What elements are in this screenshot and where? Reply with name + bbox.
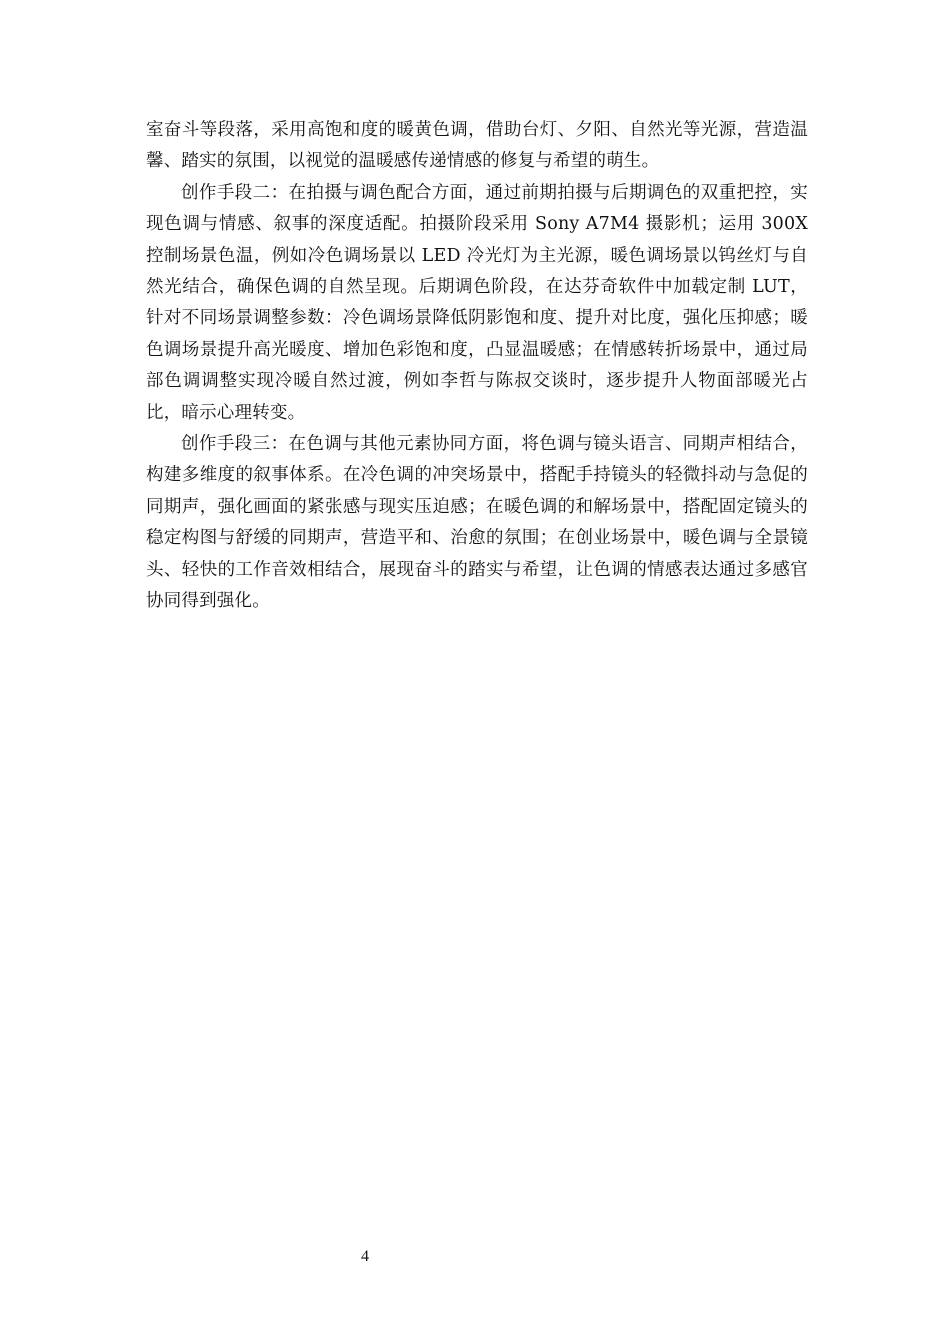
paragraph-1: 室奋斗等段落，采用高饱和度的暖黄色调，借助台灯、夕阳、自然光等光源，营造温馨、踏实的氛围，以视觉的温暖感传递情感的修复与希望的萌生。 xyxy=(146,120,808,172)
paragraph-3: 创作手段三：在色调与其他元素协同方面，将色调与镜头语言、同期声相结合，构建多维度的叙事体系。在冷色调的冲突场景中，搭配手持镜头的轻微抖动与急促的同期声，强化画面的紧张感与现实压迫感；在暖色调的和解场景中，搭配固定镜头的稳定构图与舒缓的同期声，营造平和、治愈的氛围；在创业场景中，暖色调与全景镜头、轻快的工作音效相结合，展现奋斗的踏实与希望，让色调的情感表达通过多感官协同得到强化。 xyxy=(146,434,808,612)
page-number: 4 xyxy=(361,1248,369,1265)
body-text xyxy=(146,115,808,618)
paragraph-2: 创作手段二：在拍摄与调色配合方面，通过前期拍摄与后期调色的双重把控，实现色调与情感、叙事的深度适配。拍摄阶段采用 Sony A7M4 摄影机；运用 300X 控制场景色温，例如冷色调场景以 LED 冷光灯为主光源，暖色调场景以钨丝灯与自然光结合，确保色调的自然呈现。后期调色阶段，在达芬奇软件中加载定制 LUT，针对不同场景调整参数：冷色调场景降低阴影饱和度、提升对比度，强化压抑感；暖色调场景提升高光暖度、增加色彩饱和度，凸显温暖感；在情感转折场景中，通过局部色调调整实现冷暖自然过渡，例如李哲与陈叔交谈时，逐步提升人物面部暖光占比，暗示心理转变。 xyxy=(146,182,808,423)
